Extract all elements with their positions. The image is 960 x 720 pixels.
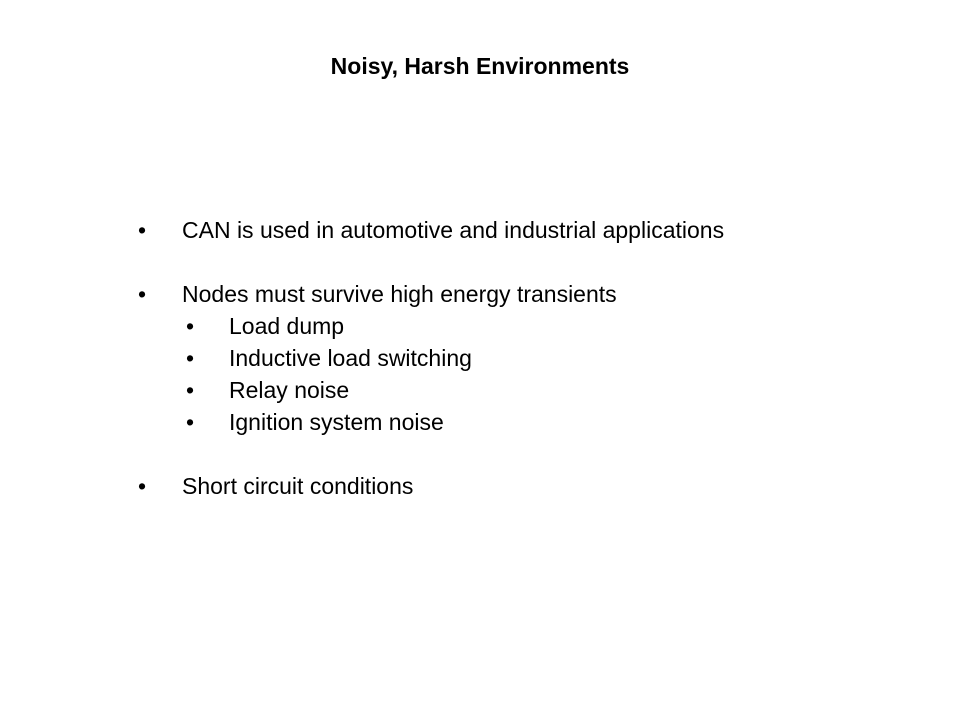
sub-bullet-item (0, 406, 960, 438)
sub-bullet-item (0, 342, 960, 374)
sub-bullet-marker: • (186, 377, 195, 403)
bullet-item (0, 470, 960, 502)
spacer (0, 438, 960, 470)
bullet-item (0, 278, 960, 310)
bullet-text: Nodes must survive high energy transients (182, 281, 617, 307)
bullet-text: CAN is used in automotive and industrial applications (182, 217, 725, 243)
sub-bullet-marker: • (186, 313, 195, 339)
sub-bullet-marker: • (186, 409, 195, 435)
sub-bullet-item (0, 310, 960, 342)
sub-bullet-text: Relay noise (229, 377, 350, 403)
sub-bullet-text: Load dump (229, 313, 345, 339)
bullet-list (0, 214, 960, 502)
bullet-marker: • (138, 473, 147, 499)
sub-bullet-marker: • (186, 345, 195, 371)
sub-bullet-item (0, 374, 960, 406)
bullet-item (0, 214, 960, 246)
sub-bullet-text: Inductive load switching (229, 345, 472, 371)
slide-title: Noisy, Harsh Environments (330, 53, 630, 79)
spacer (0, 246, 960, 278)
bullet-text: Short circuit conditions (182, 473, 414, 499)
sub-bullet-text: Ignition system noise (229, 409, 444, 435)
bullet-marker: • (138, 281, 147, 307)
bullet-marker: • (138, 217, 147, 243)
